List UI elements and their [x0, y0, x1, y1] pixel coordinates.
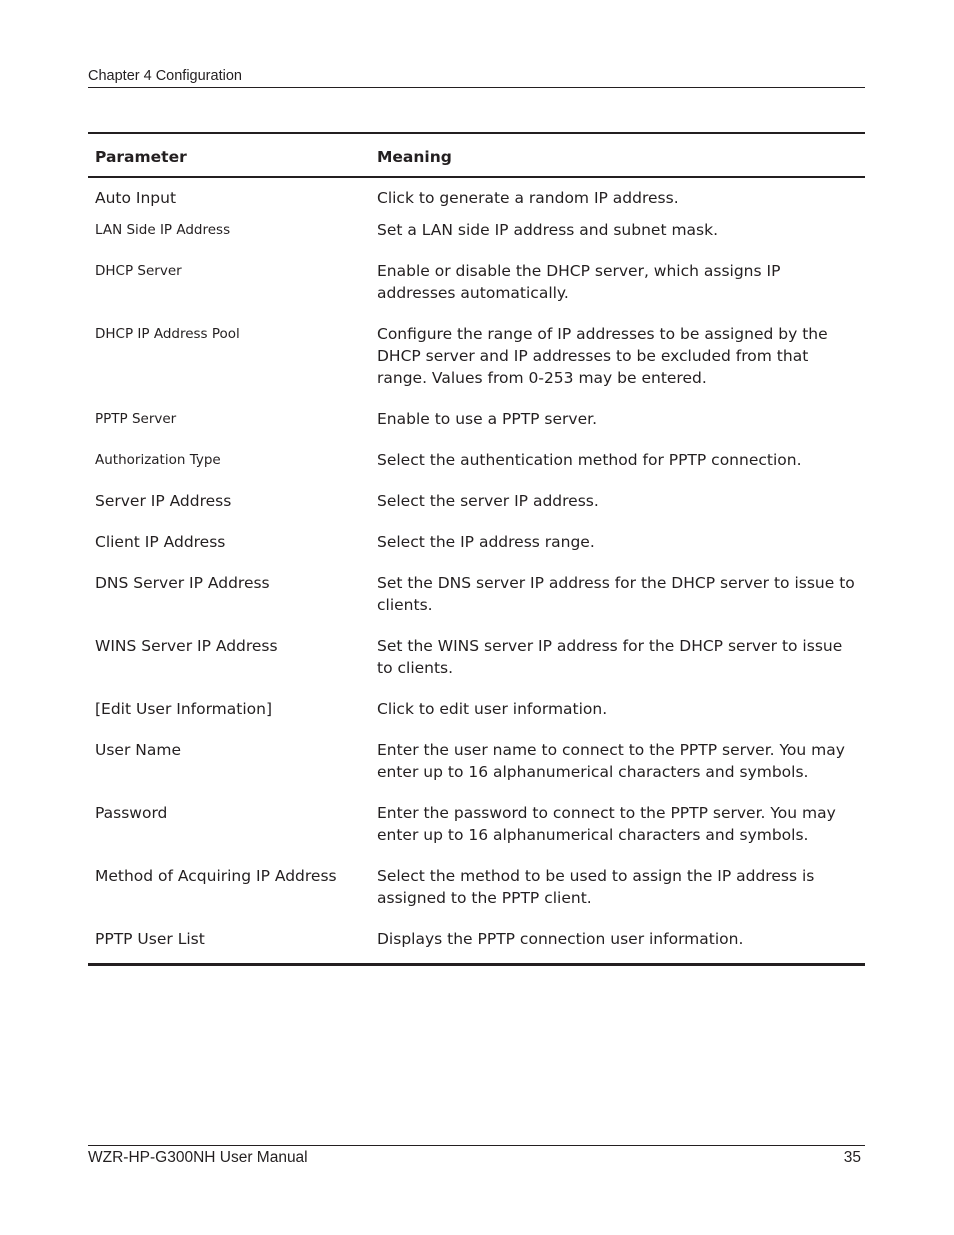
table-row — [88, 572, 865, 635]
meaning-cell: Select the method to be used to assign the IP address is assigned to the PPTP client. — [377, 867, 815, 907]
parameter-cell: WINS Server IP Address — [95, 637, 278, 655]
table-row — [88, 219, 865, 260]
parameter-cell: DNS Server IP Address — [95, 574, 270, 592]
table-row — [88, 802, 865, 865]
parameter-cell: PPTP Server — [95, 411, 177, 427]
meaning-cell: Select the authentication method for PPTP connection. — [377, 451, 802, 469]
column-header-meaning: Meaning — [370, 133, 865, 177]
parameter-cell: [Edit User Information] — [95, 700, 273, 718]
meaning-cell: Enter the password to connect to the PPTP server. You may enter up to 16 alphanumerical characters and symbols. — [377, 804, 836, 844]
table-row — [88, 635, 865, 698]
table-row — [88, 490, 865, 531]
table-row — [88, 739, 865, 802]
parameter-cell: PPTP User List — [95, 930, 205, 948]
column-header-parameter: Parameter — [88, 133, 370, 177]
page-footer — [88, 1145, 865, 1168]
meaning-cell: Set the DNS server IP address for the DHCP server to issue to clients. — [377, 574, 855, 614]
parameter-cell: DHCP Server — [95, 263, 182, 279]
table-row — [88, 260, 865, 323]
table-row — [88, 531, 865, 572]
meaning-cell: Enable to use a PPTP server. — [377, 410, 598, 428]
chapter-title: Chapter 4 Configuration — [88, 68, 242, 84]
table-row — [88, 865, 865, 928]
table-row — [88, 928, 865, 965]
meaning-cell: Click to generate a random IP address. — [377, 189, 679, 207]
parameter-cell: Client IP Address — [95, 533, 226, 551]
parameter-cell: Password — [95, 804, 168, 822]
meaning-cell: Configure the range of IP addresses to be assigned by the DHCP server and IP addresses to be excluded from that range. Values from 0-253 may be entered. — [377, 325, 828, 387]
parameter-table — [88, 132, 865, 966]
table-row — [88, 698, 865, 739]
parameter-cell: LAN Side IP Address — [95, 222, 231, 238]
table-row — [88, 177, 865, 219]
meaning-cell: Enter the user name to connect to the PPTP server. You may enter up to 16 alphanumerical characters and symbols. — [377, 741, 845, 781]
table-row — [88, 323, 865, 408]
page-header — [88, 67, 865, 88]
manual-name: WZR-HP-G300NH User Manual — [88, 1149, 308, 1166]
meaning-cell: Set the WINS server IP address for the DHCP server to issue to clients. — [377, 637, 843, 677]
page-number: 35 — [843, 1149, 861, 1166]
parameter-cell: Server IP Address — [95, 492, 232, 510]
parameter-cell: User Name — [95, 741, 181, 759]
meaning-cell: Select the server IP address. — [377, 492, 599, 510]
table-row — [88, 408, 865, 449]
meaning-cell: Click to edit user information. — [377, 700, 608, 718]
parameter-cell: Authorization Type — [95, 452, 221, 468]
meaning-cell: Displays the PPTP connection user information. — [377, 930, 744, 948]
meaning-cell: Set a LAN side IP address and subnet mask. — [377, 221, 719, 239]
table-header-row — [88, 133, 865, 177]
table-row — [88, 449, 865, 490]
meaning-cell: Select the IP address range. — [377, 533, 595, 551]
parameter-cell: Auto Input — [95, 189, 177, 207]
parameter-cell: DHCP IP Address Pool — [95, 326, 240, 342]
meaning-cell: Enable or disable the DHCP server, which assigns IP addresses automatically. — [377, 262, 781, 302]
parameter-cell: Method of Acquiring IP Address — [95, 867, 337, 885]
